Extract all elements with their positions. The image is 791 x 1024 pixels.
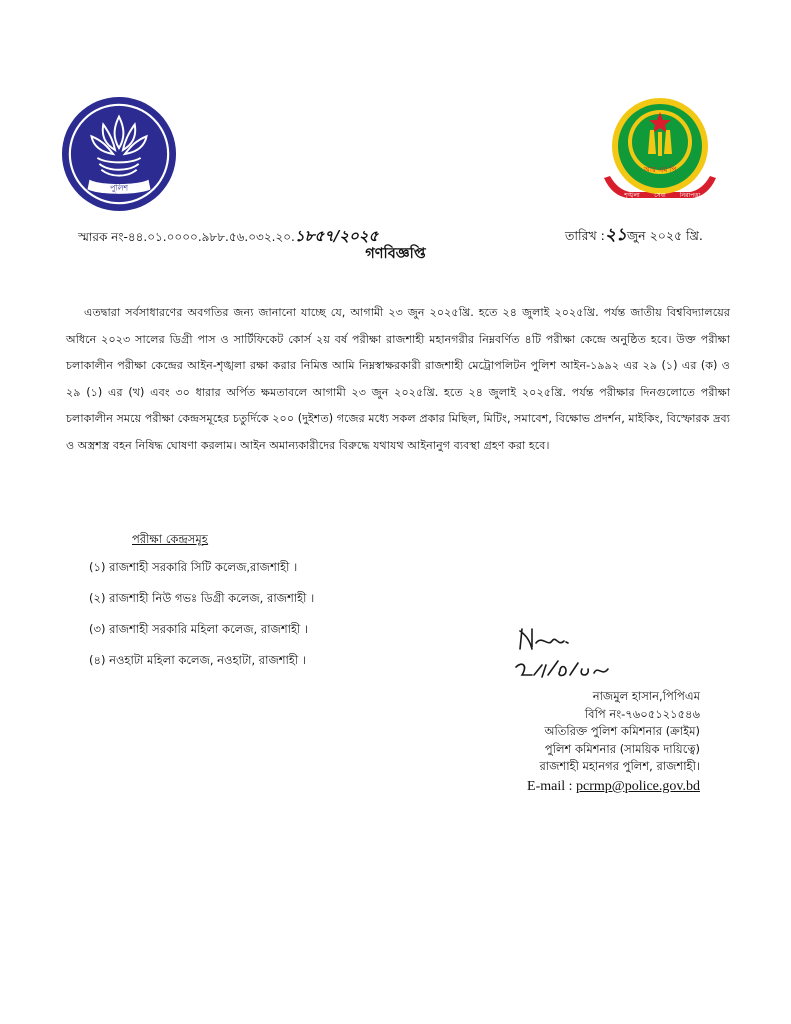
signatory-designation: অতিরিক্ত পুলিশ কমিশনার (ক্রাইম) <box>544 724 700 738</box>
signatory-name: নাজমুল হাসান,পিপিএম <box>592 689 700 703</box>
date-handwritten-day: ২১ <box>604 225 627 245</box>
date-rest: জুন ২০২৫ খ্রি. <box>626 228 703 243</box>
svg-text:আর এম পি: আর এম পি <box>643 166 677 174</box>
centers-heading: পরীক্ষা কেন্দ্রসমূহ <box>132 532 208 546</box>
email-link[interactable]: pcrmp@police.gov.bd <box>576 778 700 794</box>
signatory-role: পুলিশ কমিশনার (সাময়িক দায়িত্বে) <box>544 741 700 756</box>
svg-text:পুলিশ: পুলিশ <box>109 183 129 193</box>
svg-text:সেবা: সেবা <box>654 192 666 199</box>
svg-text:শৃঙ্খলা: শৃঙ্খলা <box>624 192 640 199</box>
handwritten-signature <box>512 625 652 685</box>
email-label: E-mail : <box>527 778 577 794</box>
notice-body <box>66 300 730 459</box>
signatory-bp: বিপি নং-৭৬০৫১২১৫৪৬ <box>584 706 700 721</box>
list-item: (৩) রাজশাহী সরকারি মহিলা কলেজ, রাজশাহী । <box>89 622 309 636</box>
centers-list <box>89 554 314 678</box>
list-item: (৪) নওহাটা মহিলা কলেজ, নওহাটা, রাজশাহী । <box>89 653 306 667</box>
email-line <box>440 778 700 796</box>
signatory-block <box>440 688 700 795</box>
memo-handwritten: ১৮৫৭/২০২৫ <box>294 227 379 245</box>
rmp-emblem-logo <box>598 92 722 212</box>
list-item: (২) রাজশাহী নিউ গভঃ ডিগ্রী কলেজ, রাজশাহী । <box>89 591 315 605</box>
date-label: তারিখ : <box>565 228 605 243</box>
list-item: (১) রাজশাহী সরকারি সিটি কলেজ,রাজশাহী । <box>89 560 298 574</box>
notice-title: গণবিজ্ঞপ্তি <box>365 246 426 262</box>
police-emblem-logo <box>60 95 178 213</box>
signatory-office: রাজশাহী মহানগর পুলিশ, রাজশাহী। <box>539 759 700 773</box>
notice-body-text: এতদ্বারা সর্বসাধারণের অবগতির জন্য জানানো যাচ্ছে যে, আগামী ২৩ জুন ২০২৫খ্রি. হতে ২৪ জুলাই ২০২৫খ্রি. পর্যন্ত জাতীয় বিশ্ববিদ্যালয়ের অধিনে ২০২৩ সালের ডিগ্রী পাস ও সার্টিফিকেট কোর্স ২য় বর্ষ পরীক্ষা রাজশাহী মহানগরীর নিম্নবর্ণিত ৪টি পরীক্ষা কেন্দ্রে অনুষ্ঠিত হবে। উক্ত পরীক্ষা চলাকালীন পরীক্ষা কেন্দ্রের আইন-শৃঙ্খলা রক্ষা করার নিমিত্ত আমি নিম্নস্বাক্ষরকারী রাজশাহী মেট্রোপলিটন পুলিশ আইন-১৯৯২ এর ২৯ (১) এর (ক) ও ২৯ (১) এর (খ) এবং ৩০ ধারার অর্পিত ক্ষমতাবলে আগামী ২৩ জুন ২০২৫খ্রি. হতে ২৪ জুলাই ২০২৫খ্রি. পর্যন্ত পরীক্ষার দিনগুলোতে পরীক্ষা চলাকালীন সময়ে পরীক্ষা কেন্দ্রসমূহের চতুর্দিকে ২০০ (দুইশত) গজের মধ্যে সকল প্রকার মিছিল, মিটিং, সমাবেশ, বিক্ষোভ প্রদর্শন, মাইকিং, বিস্ফোরক দ্রব্য ও অস্ত্রশস্ত্র বহন নিষিদ্ধ ঘোষণা করলাম। আইন অমান্যকারীদের বিরুদ্ধে যথাযথ আইনানুগ ব্যবস্থা গ্রহণ করা হবে। <box>66 306 730 452</box>
svg-text:নিরাপত্তা: নিরাপত্তা <box>679 192 701 199</box>
memo-label: স্মারক নং-৪৪.০১.০০০০.৯৮৮.৫৬.০৩২.২০. <box>78 230 295 244</box>
